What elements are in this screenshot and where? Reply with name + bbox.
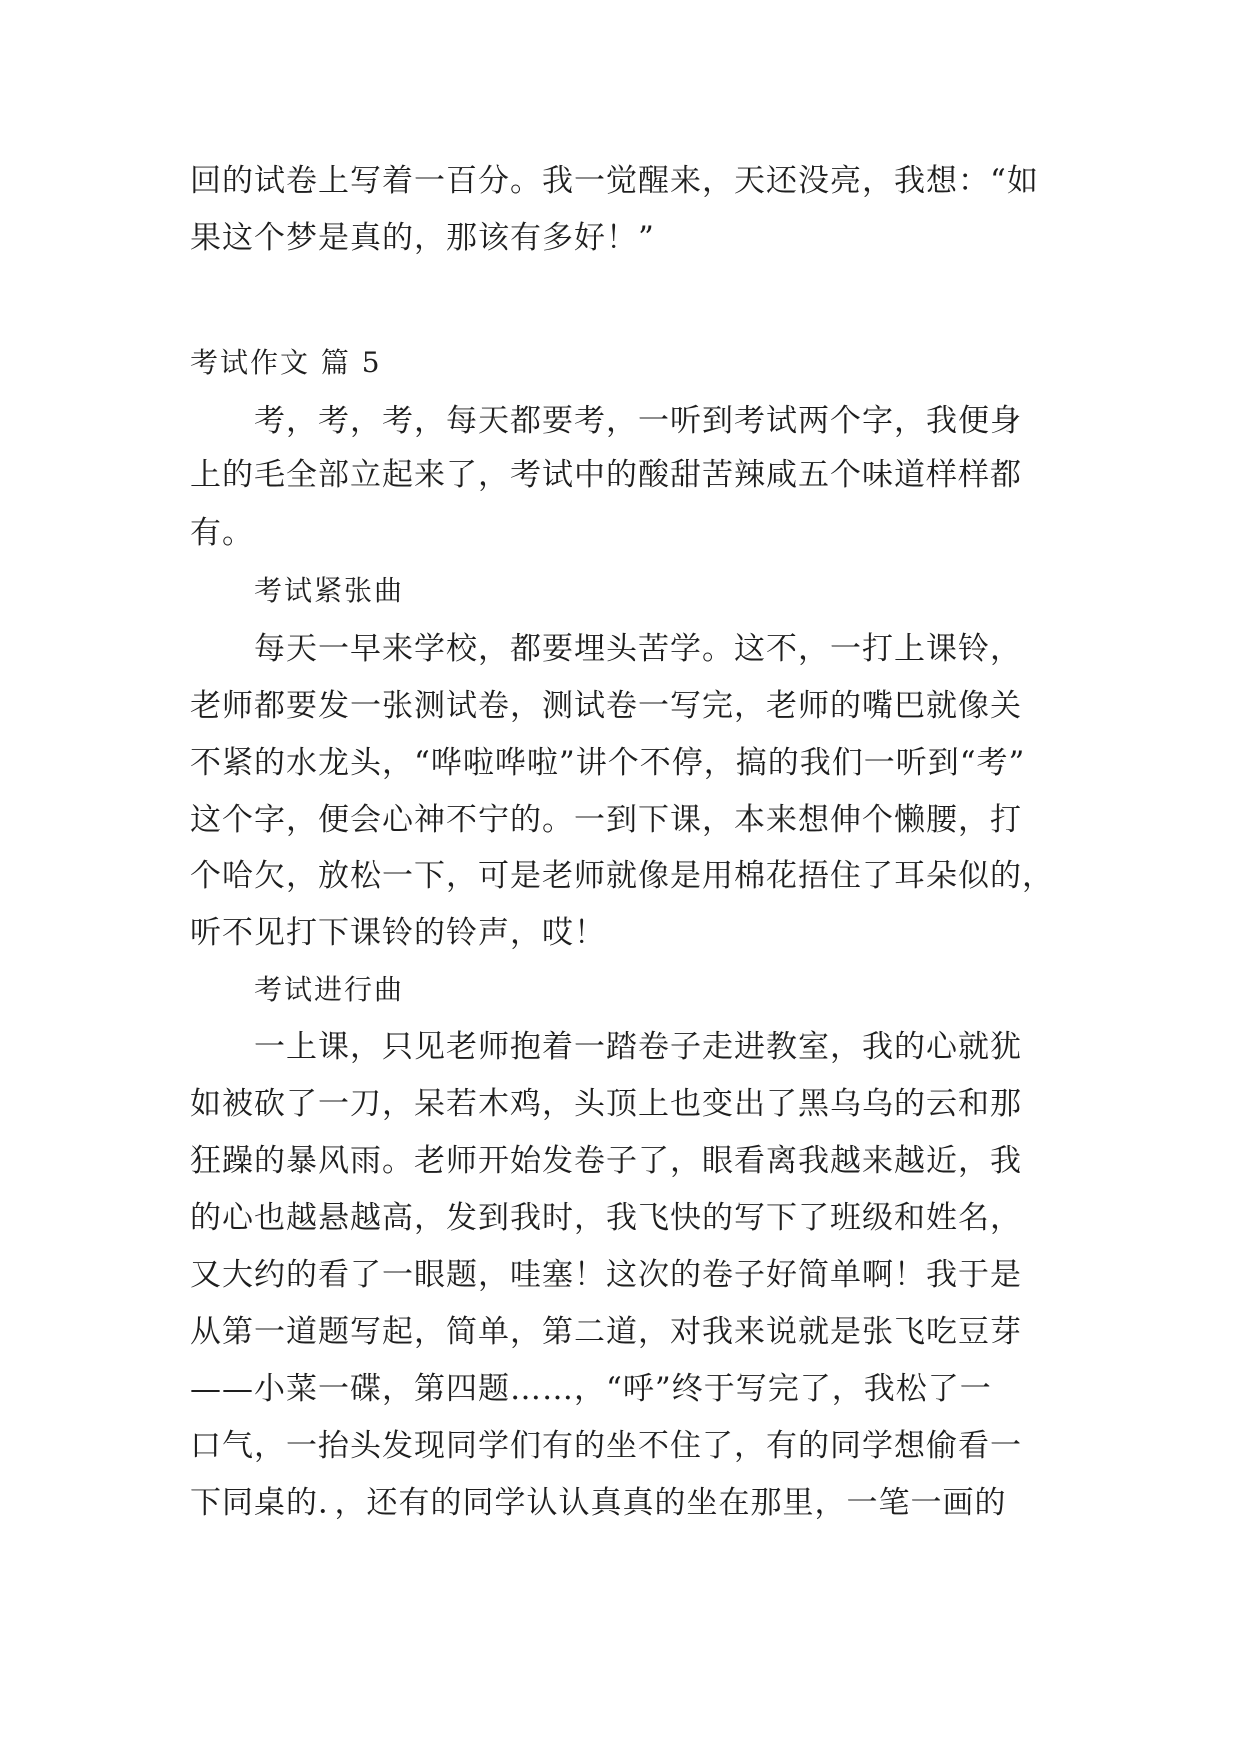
paragraph-line: 下同桌的．，还有的同学认认真真的坐在那里，一笔一画的 — [190, 1485, 1007, 1521]
paragraph-line: 回的试卷上写着一百分。我一觉醒来，天还没亮，我想：“如 — [190, 163, 1039, 199]
paragraph-line: 有。 — [190, 515, 254, 551]
paragraph-line: 果这个梦是真的，那该有多好！” — [190, 220, 655, 256]
paragraph-line: 又大约的看了一眼题，哇塞！这次的卷子好简单啊！我于是 — [190, 1257, 1022, 1293]
paragraph-line: 不紧的水龙头，“哗啦哗啦”讲个不停，搞的我们一听到“考” — [190, 745, 1026, 781]
paragraph-line: 听不见打下课铃的铃声，哎！ — [190, 915, 606, 951]
sub-heading: 考试紧张曲 — [254, 574, 405, 607]
paragraph-line: 老师都要发一张测试卷，测试卷一写完，老师的嘴巴就像关 — [190, 688, 1022, 724]
paragraph-line: 如被砍了一刀，呆若木鸡，头顶上也变出了黑乌乌的云和那 — [190, 1086, 1022, 1122]
paragraph-line: 狂躁的暴风雨。老师开始发卷子了，眼看离我越来越近，我 — [190, 1143, 1022, 1179]
section-title: 考试作文 篇 5 — [190, 346, 382, 379]
paragraph-line: 的心也越悬越高，发到我时，我飞快的写下了班级和姓名， — [190, 1200, 1022, 1236]
paragraph-line: 考，考，考，每天都要考，一听到考试两个字，我便身 — [254, 403, 1022, 439]
paragraph-line: 上的毛全部立起来了，考试中的酸甜苦辣咸五个味道样样都 — [190, 457, 1022, 493]
paragraph-line: 从第一道题写起，简单，第二道，对我来说就是张飞吃豆芽 — [190, 1314, 1022, 1350]
paragraph-line: 一上课，只见老师抱着一踏卷子走进教室，我的心就犹 — [254, 1029, 1022, 1065]
sub-heading: 考试进行曲 — [254, 973, 405, 1006]
paragraph-line: 这个字，便会心神不宁的。一到下课，本来想伸个懒腰，打 — [190, 802, 1022, 838]
paragraph-line: 口气，一抬头发现同学们有的坐不住了，有的同学想偷看一 — [190, 1428, 1022, 1464]
paragraph-line: 每天一早来学校，都要埋头苦学。这不，一打上课铃， — [254, 631, 1022, 667]
paragraph-line: 个哈欠，放松一下，可是老师就像是用棉花捂住了耳朵似的， — [190, 858, 1054, 894]
paragraph-line: ——小菜一碟，第四题……，“呼”终于写完了，我松了一 — [190, 1371, 992, 1407]
